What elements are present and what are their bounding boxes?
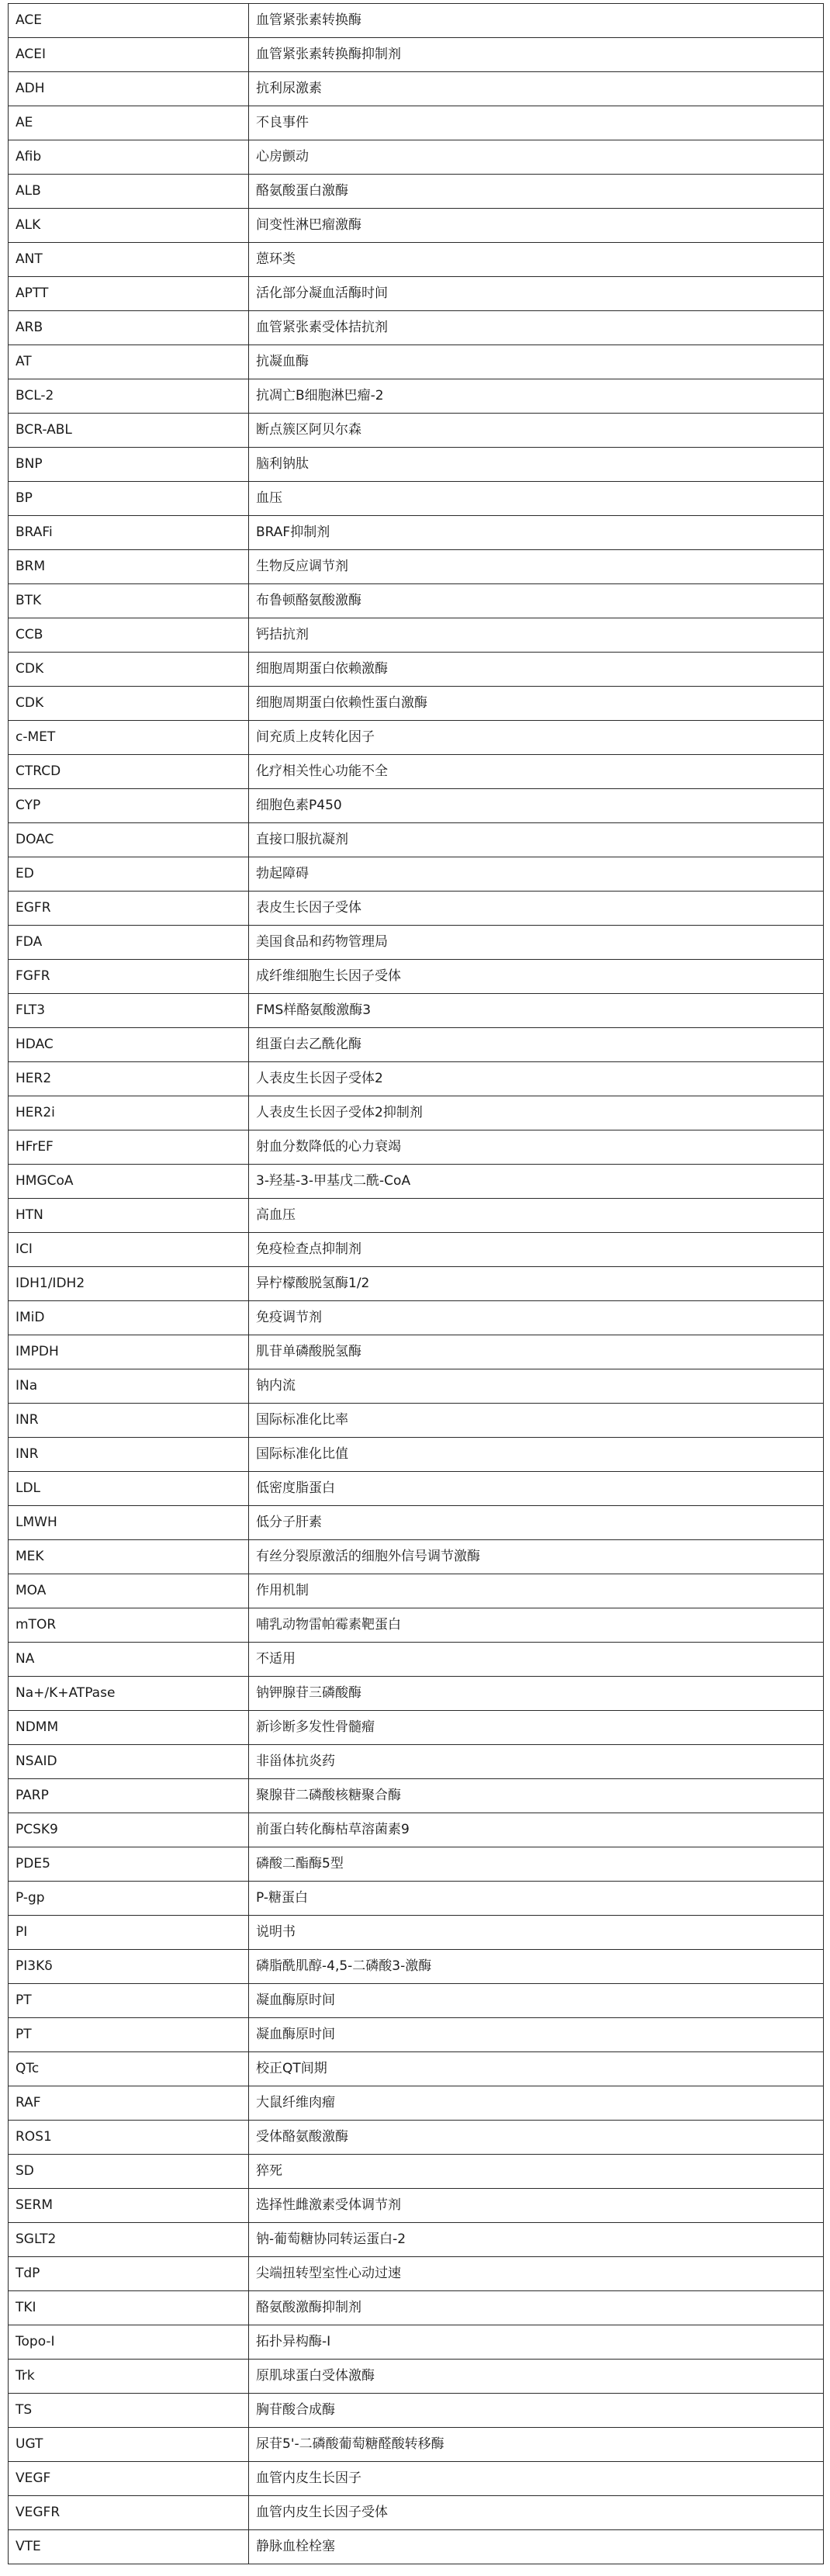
abbreviation-cell: PARP — [9, 1779, 249, 1813]
abbreviation-cell: RAF — [9, 2086, 249, 2121]
abbreviation-cell: BNP — [9, 448, 249, 482]
table-row — [9, 345, 824, 379]
table-row — [9, 1847, 824, 1882]
abbreviation-cell: TdP — [9, 2257, 249, 2291]
abbreviation-cell: INa — [9, 1369, 249, 1404]
table-row — [9, 755, 824, 789]
table-row — [9, 1745, 824, 1779]
meaning-cell: 人表皮生长因子受体2抑制剂 — [249, 1096, 824, 1130]
meaning-cell: 前蛋白转化酶枯草溶菌素9 — [249, 1813, 824, 1847]
meaning-cell: 选择性雌激素受体调节剂 — [249, 2189, 824, 2223]
meaning-cell: 不良事件 — [249, 106, 824, 140]
abbreviation-cell: Trk — [9, 2360, 249, 2394]
table-row — [9, 857, 824, 892]
abbreviation-cell: SD — [9, 2155, 249, 2189]
table-row — [9, 1608, 824, 1643]
abbreviation-cell: TKI — [9, 2291, 249, 2325]
table-row — [9, 106, 824, 140]
meaning-cell: 尖端扭转型室性心动过速 — [249, 2257, 824, 2291]
meaning-cell: 勃起障碍 — [249, 857, 824, 892]
table-row — [9, 175, 824, 209]
abbreviation-cell: ANT — [9, 243, 249, 277]
meaning-cell: 哺乳动物雷帕霉素靶蛋白 — [249, 1608, 824, 1643]
abbreviation-cell: PI — [9, 1916, 249, 1950]
table-row — [9, 72, 824, 106]
abbreviation-cell: NSAID — [9, 1745, 249, 1779]
abbreviation-cell: INR — [9, 1404, 249, 1438]
abbreviation-cell: NDMM — [9, 1711, 249, 1745]
abbreviation-cell: ALB — [9, 175, 249, 209]
table-row — [9, 1438, 824, 1472]
meaning-cell: 凝血酶原时间 — [249, 1984, 824, 2018]
meaning-cell: 国际标准化比率 — [249, 1404, 824, 1438]
meaning-cell: 异柠檬酸脱氢酶1/2 — [249, 1267, 824, 1301]
abbreviation-cell: FLT3 — [9, 994, 249, 1028]
meaning-cell: 低分子肝素 — [249, 1506, 824, 1540]
table-row — [9, 1028, 824, 1062]
meaning-cell: 免疫检查点抑制剂 — [249, 1233, 824, 1267]
abbreviation-cell: HER2 — [9, 1062, 249, 1096]
table-row — [9, 1677, 824, 1711]
abbreviation-cell: PCSK9 — [9, 1813, 249, 1847]
meaning-cell: P-糖蛋白 — [249, 1882, 824, 1916]
table-row — [9, 1643, 824, 1677]
abbreviation-cell: BP — [9, 482, 249, 516]
table-row — [9, 2121, 824, 2155]
meaning-cell: 大鼠纤维肉瘤 — [249, 2086, 824, 2121]
meaning-cell: 作用机制 — [249, 1574, 824, 1608]
meaning-cell: 钠-葡萄糖协同转运蛋白-2 — [249, 2223, 824, 2257]
table-row — [9, 1335, 824, 1369]
abbreviation-cell: UGT — [9, 2428, 249, 2462]
meaning-cell: BRAF抑制剂 — [249, 516, 824, 550]
table-row — [9, 2530, 824, 2564]
table-row — [9, 1301, 824, 1335]
abbreviation-cell: HTN — [9, 1199, 249, 1233]
table-row — [9, 584, 824, 618]
abbreviation-cell: BCL-2 — [9, 379, 249, 414]
meaning-cell: 非甾体抗炎药 — [249, 1745, 824, 1779]
table-row — [9, 687, 824, 721]
meaning-cell: 直接口服抗凝剂 — [249, 823, 824, 857]
table-row — [9, 2086, 824, 2121]
meaning-cell: 高血压 — [249, 1199, 824, 1233]
abbreviation-table — [8, 3, 824, 2564]
table-row — [9, 1984, 824, 2018]
meaning-cell: 血管内皮生长因子受体 — [249, 2496, 824, 2530]
meaning-cell: 有丝分裂原激活的细胞外信号调节激酶 — [249, 1540, 824, 1574]
table-row — [9, 1199, 824, 1233]
table-row — [9, 789, 824, 823]
table-row — [9, 1950, 824, 1984]
abbreviation-cell: EGFR — [9, 892, 249, 926]
table-row — [9, 379, 824, 414]
meaning-cell: 间充质上皮转化因子 — [249, 721, 824, 755]
meaning-cell: 肌苷单磷酸脱氢酶 — [249, 1335, 824, 1369]
table-row — [9, 1267, 824, 1301]
table-row — [9, 2291, 824, 2325]
meaning-cell: 免疫调节剂 — [249, 1301, 824, 1335]
abbreviation-cell: P-gp — [9, 1882, 249, 1916]
abbreviation-cell: c-MET — [9, 721, 249, 755]
abbreviation-cell: HDAC — [9, 1028, 249, 1062]
table-row — [9, 2325, 824, 2360]
meaning-cell: 拓扑异构酶-I — [249, 2325, 824, 2360]
abbreviation-cell: IMiD — [9, 1301, 249, 1335]
meaning-cell: 磷酸二酯酶5型 — [249, 1847, 824, 1882]
abbreviation-cell: IDH1/IDH2 — [9, 1267, 249, 1301]
meaning-cell: 断点簇区阿贝尔森 — [249, 414, 824, 448]
abbreviation-cell: CDK — [9, 687, 249, 721]
abbreviation-cell: NA — [9, 1643, 249, 1677]
meaning-cell: 酪氨酸蛋白激酶 — [249, 175, 824, 209]
abbreviation-cell: FGFR — [9, 960, 249, 994]
table-row — [9, 1369, 824, 1404]
abbreviation-cell: mTOR — [9, 1608, 249, 1643]
abbreviation-cell: BCR-ABL — [9, 414, 249, 448]
table-row — [9, 2257, 824, 2291]
abbreviation-cell: PI3Kδ — [9, 1950, 249, 1984]
abbreviation-cell: TS — [9, 2394, 249, 2428]
meaning-cell: 校正QT间期 — [249, 2052, 824, 2086]
table-row — [9, 1540, 824, 1574]
abbreviation-cell: VEGFR — [9, 2496, 249, 2530]
table-row — [9, 140, 824, 175]
table-row — [9, 618, 824, 653]
table-row — [9, 1916, 824, 1950]
meaning-cell: 心房颤动 — [249, 140, 824, 175]
meaning-cell: 脑利钠肽 — [249, 448, 824, 482]
meaning-cell: 说明书 — [249, 1916, 824, 1950]
meaning-cell: 抗凋亡B细胞淋巴瘤-2 — [249, 379, 824, 414]
meaning-cell: 尿苷5'-二磷酸葡萄糖醛酸转移酶 — [249, 2428, 824, 2462]
abbreviation-cell: INR — [9, 1438, 249, 1472]
abbreviation-cell: VTE — [9, 2530, 249, 2564]
abbreviation-cell: ARB — [9, 311, 249, 345]
meaning-cell: 血压 — [249, 482, 824, 516]
table-row — [9, 960, 824, 994]
abbreviation-cell: CCB — [9, 618, 249, 653]
table-row — [9, 1711, 824, 1745]
meaning-cell: 细胞色素P450 — [249, 789, 824, 823]
table-row — [9, 1813, 824, 1847]
meaning-cell: 3-羟基-3-甲基戊二酰-CoA — [249, 1165, 824, 1199]
table-row — [9, 1574, 824, 1608]
abbreviation-cell: SERM — [9, 2189, 249, 2223]
abbreviation-cell: IMPDH — [9, 1335, 249, 1369]
abbreviation-table-body — [9, 4, 824, 2564]
table-row — [9, 2462, 824, 2496]
abbreviation-cell: HMGCoA — [9, 1165, 249, 1199]
meaning-cell: 新诊断多发性骨髓瘤 — [249, 1711, 824, 1745]
table-row — [9, 414, 824, 448]
meaning-cell: 受体酪氨酸激酶 — [249, 2121, 824, 2155]
meaning-cell: 成纤维细胞生长因子受体 — [249, 960, 824, 994]
meaning-cell: 钠钾腺苷三磷酸酶 — [249, 1677, 824, 1711]
abbreviation-cell: PT — [9, 2018, 249, 2052]
meaning-cell: 布鲁顿酪氨酸激酶 — [249, 584, 824, 618]
abbreviation-cell: ALK — [9, 209, 249, 243]
abbreviation-cell: DOAC — [9, 823, 249, 857]
abbreviation-cell: ICI — [9, 1233, 249, 1267]
abbreviation-cell: AE — [9, 106, 249, 140]
table-row — [9, 2189, 824, 2223]
meaning-cell: FMS样酪氨酸激酶3 — [249, 994, 824, 1028]
abbreviation-cell: Afib — [9, 140, 249, 175]
table-row — [9, 653, 824, 687]
meaning-cell: 国际标准化比值 — [249, 1438, 824, 1472]
table-row — [9, 1506, 824, 1540]
abbreviation-cell: Topo-I — [9, 2325, 249, 2360]
table-row — [9, 2428, 824, 2462]
meaning-cell: 射血分数降低的心力衰竭 — [249, 1130, 824, 1165]
abbreviation-table-wrapper — [8, 3, 824, 2564]
meaning-cell: 钙拮抗剂 — [249, 618, 824, 653]
meaning-cell: 原肌球蛋白受体激酶 — [249, 2360, 824, 2394]
abbreviation-cell: BTK — [9, 584, 249, 618]
abbreviation-cell: VEGF — [9, 2462, 249, 2496]
meaning-cell: 血管紧张素受体拮抗剂 — [249, 311, 824, 345]
abbreviation-cell: CDK — [9, 653, 249, 687]
abbreviation-cell: PDE5 — [9, 1847, 249, 1882]
abbreviation-cell: QTc — [9, 2052, 249, 2086]
meaning-cell: 生物反应调节剂 — [249, 550, 824, 584]
meaning-cell: 胸苷酸合成酶 — [249, 2394, 824, 2428]
table-row — [9, 550, 824, 584]
meaning-cell: 低密度脂蛋白 — [249, 1472, 824, 1506]
table-row — [9, 1404, 824, 1438]
table-row — [9, 2018, 824, 2052]
table-row — [9, 2496, 824, 2530]
meaning-cell: 美国食品和药物管理局 — [249, 926, 824, 960]
meaning-cell: 蒽环类 — [249, 243, 824, 277]
abbreviation-cell: PT — [9, 1984, 249, 2018]
table-row — [9, 243, 824, 277]
abbreviation-cell: ROS1 — [9, 2121, 249, 2155]
abbreviation-cell: ADH — [9, 72, 249, 106]
table-row — [9, 1779, 824, 1813]
meaning-cell: 聚腺苷二磷酸核糖聚合酶 — [249, 1779, 824, 1813]
abbreviation-cell: APTT — [9, 277, 249, 311]
table-row — [9, 516, 824, 550]
abbreviation-cell: ACEI — [9, 38, 249, 72]
table-row — [9, 482, 824, 516]
meaning-cell: 人表皮生长因子受体2 — [249, 1062, 824, 1096]
abbreviation-cell: HFrEF — [9, 1130, 249, 1165]
abbreviation-cell: HER2i — [9, 1096, 249, 1130]
abbreviation-cell: CYP — [9, 789, 249, 823]
meaning-cell: 间变性淋巴瘤激酶 — [249, 209, 824, 243]
table-row — [9, 1062, 824, 1096]
table-row — [9, 38, 824, 72]
abbreviation-cell: LDL — [9, 1472, 249, 1506]
table-row — [9, 721, 824, 755]
table-row — [9, 1096, 824, 1130]
table-row — [9, 1130, 824, 1165]
abbreviation-cell: SGLT2 — [9, 2223, 249, 2257]
meaning-cell: 细胞周期蛋白依赖激酶 — [249, 653, 824, 687]
abbreviation-cell: CTRCD — [9, 755, 249, 789]
meaning-cell: 酪氨酸激酶抑制剂 — [249, 2291, 824, 2325]
abbreviation-cell: ED — [9, 857, 249, 892]
table-row — [9, 2394, 824, 2428]
meaning-cell: 表皮生长因子受体 — [249, 892, 824, 926]
meaning-cell: 磷脂酰肌醇-4,5-二磷酸3-激酶 — [249, 1950, 824, 1984]
abbreviation-cell: FDA — [9, 926, 249, 960]
table-row — [9, 1882, 824, 1916]
meaning-cell: 细胞周期蛋白依赖性蛋白激酶 — [249, 687, 824, 721]
abbreviation-cell: BRAFi — [9, 516, 249, 550]
table-row — [9, 2155, 824, 2189]
table-row — [9, 448, 824, 482]
abbreviation-cell: MEK — [9, 1540, 249, 1574]
meaning-cell: 猝死 — [249, 2155, 824, 2189]
table-row — [9, 277, 824, 311]
abbreviation-cell: LMWH — [9, 1506, 249, 1540]
meaning-cell: 抗凝血酶 — [249, 345, 824, 379]
table-row — [9, 1165, 824, 1199]
table-row — [9, 892, 824, 926]
abbreviation-cell: AT — [9, 345, 249, 379]
table-row — [9, 1233, 824, 1267]
table-row — [9, 1472, 824, 1506]
meaning-cell: 血管紧张素转换酶 — [249, 4, 824, 38]
abbreviation-cell: ACE — [9, 4, 249, 38]
table-row — [9, 311, 824, 345]
meaning-cell: 活化部分凝血活酶时间 — [249, 277, 824, 311]
meaning-cell: 静脉血栓栓塞 — [249, 2530, 824, 2564]
table-row — [9, 4, 824, 38]
abbreviation-cell: MOA — [9, 1574, 249, 1608]
meaning-cell: 血管紧张素转换酶抑制剂 — [249, 38, 824, 72]
table-row — [9, 2223, 824, 2257]
meaning-cell: 不适用 — [249, 1643, 824, 1677]
meaning-cell: 凝血酶原时间 — [249, 2018, 824, 2052]
abbreviation-cell: Na+/K+ATPase — [9, 1677, 249, 1711]
abbreviation-cell: BRM — [9, 550, 249, 584]
table-row — [9, 2360, 824, 2394]
meaning-cell: 血管内皮生长因子 — [249, 2462, 824, 2496]
table-row — [9, 994, 824, 1028]
meaning-cell: 组蛋白去乙酰化酶 — [249, 1028, 824, 1062]
table-row — [9, 209, 824, 243]
meaning-cell: 化疗相关性心功能不全 — [249, 755, 824, 789]
table-row — [9, 926, 824, 960]
meaning-cell: 抗利尿激素 — [249, 72, 824, 106]
table-row — [9, 2052, 824, 2086]
table-row — [9, 823, 824, 857]
meaning-cell: 钠内流 — [249, 1369, 824, 1404]
